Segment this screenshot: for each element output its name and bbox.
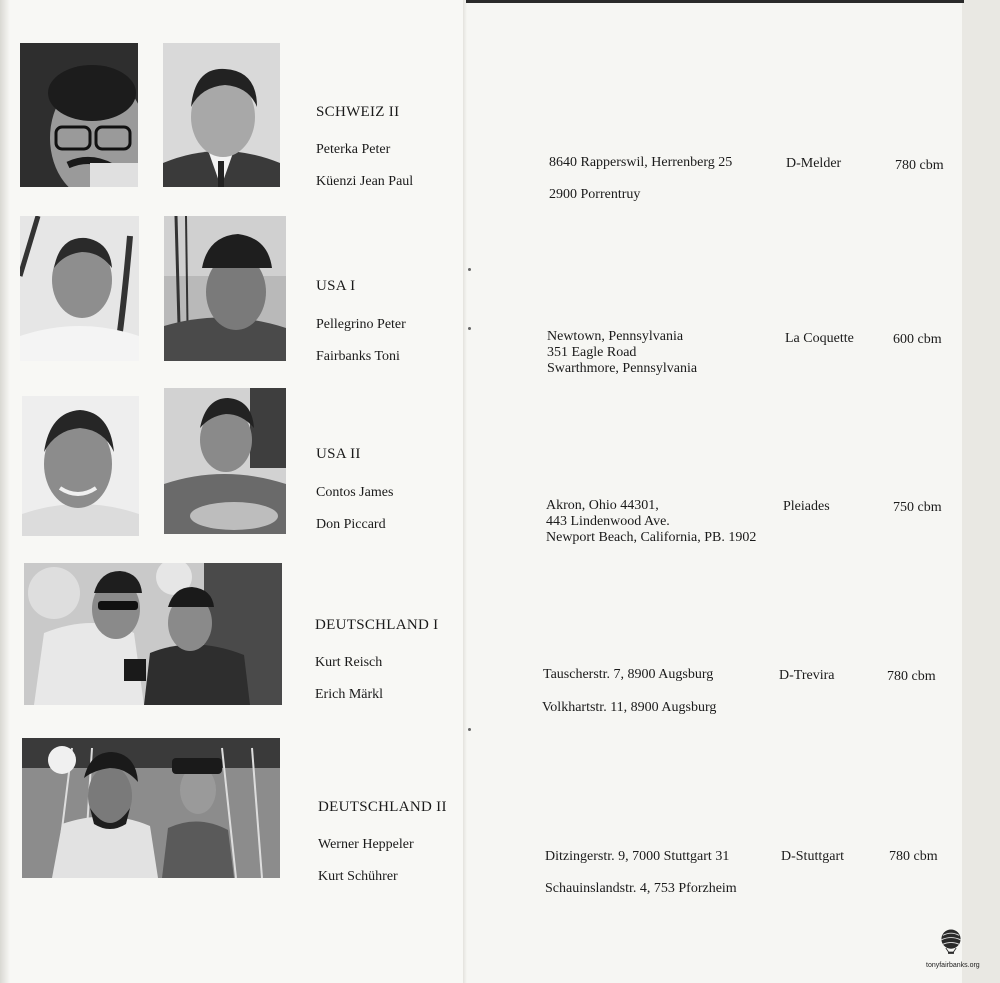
page-shadow bbox=[0, 0, 10, 983]
team-member: Don Piccard bbox=[316, 517, 386, 532]
team-name: SCHWEIZ II bbox=[316, 104, 400, 120]
address-line: Schauinslandstr. 4, 753 Pforzheim bbox=[545, 881, 737, 896]
address-line: Tauscherstr. 7, 8900 Augsburg bbox=[543, 667, 714, 682]
address-line: Ditzingerstr. 9, 7000 Stuttgart 31 bbox=[545, 849, 730, 864]
team-member: Kurt Reisch bbox=[315, 655, 383, 670]
balloon-volume: 750 cbm bbox=[893, 500, 942, 515]
portrait-photo-pellegrino bbox=[20, 216, 139, 361]
print-speck bbox=[468, 728, 471, 731]
balloon-volume: 600 cbm bbox=[893, 332, 942, 347]
balloon-name: D-Stuttgart bbox=[781, 849, 844, 864]
team-member: Peterka Peter bbox=[316, 142, 391, 157]
balloon-name: D-Melder bbox=[786, 156, 842, 171]
address-line: 351 Eagle Road bbox=[547, 345, 637, 360]
balloon-name: D-Trevira bbox=[779, 668, 835, 683]
address-line: Newtown, Pennsylvania bbox=[547, 329, 684, 344]
balloon-name: Pleiades bbox=[783, 499, 830, 514]
balloon-volume: 780 cbm bbox=[887, 669, 936, 684]
watermark-text: tonyfairbanks.org bbox=[926, 962, 980, 969]
address-line: Swarthmore, Pennsylvania bbox=[547, 361, 698, 376]
page-edge bbox=[962, 0, 1000, 983]
balloon-volume: 780 cbm bbox=[895, 158, 944, 173]
balloon-name: La Coquette bbox=[785, 331, 854, 346]
team-name: USA II bbox=[316, 446, 361, 462]
portrait-photo-piccard bbox=[164, 388, 286, 534]
team-member: Kurt Schührer bbox=[318, 869, 398, 884]
group-photo-deutschland-ii bbox=[22, 738, 280, 878]
team-member: Erich Märkl bbox=[315, 687, 384, 702]
balloon-logo-icon bbox=[926, 928, 980, 974]
top-rule bbox=[466, 0, 964, 3]
address-line: 8640 Rapperswil, Herrenberg 25 bbox=[549, 155, 733, 170]
address-line: 443 Lindenwood Ave. bbox=[546, 514, 670, 529]
team-name: USA I bbox=[316, 278, 356, 294]
address-line: Volkhartstr. 11, 8900 Augsburg bbox=[542, 700, 717, 715]
address-line: 2900 Porrentruy bbox=[549, 187, 641, 202]
portrait-photo-contos bbox=[22, 396, 139, 536]
portrait-photo-fairbanks bbox=[164, 216, 286, 361]
team-member: Pellegrino Peter bbox=[316, 317, 406, 332]
page-fold bbox=[463, 0, 467, 983]
address-line: Akron, Ohio 44301, bbox=[546, 498, 659, 513]
team-member: Contos James bbox=[316, 485, 394, 500]
print-speck bbox=[468, 268, 471, 271]
team-member: Küenzi Jean Paul bbox=[316, 174, 414, 189]
team-member: Werner Heppeler bbox=[318, 837, 414, 852]
balloon-volume: 780 cbm bbox=[889, 849, 938, 864]
team-name: DEUTSCHLAND II bbox=[318, 799, 447, 815]
team-name: DEUTSCHLAND I bbox=[315, 617, 439, 633]
right-page bbox=[466, 0, 964, 983]
print-speck bbox=[468, 327, 471, 330]
portrait-photo-kuenzi bbox=[163, 43, 280, 187]
portrait-photo-peterka bbox=[20, 43, 138, 187]
team-member: Fairbanks Toni bbox=[316, 349, 400, 364]
address-line: Newport Beach, California, PB. 1902 bbox=[546, 530, 757, 545]
group-photo-deutschland-i bbox=[24, 563, 282, 705]
